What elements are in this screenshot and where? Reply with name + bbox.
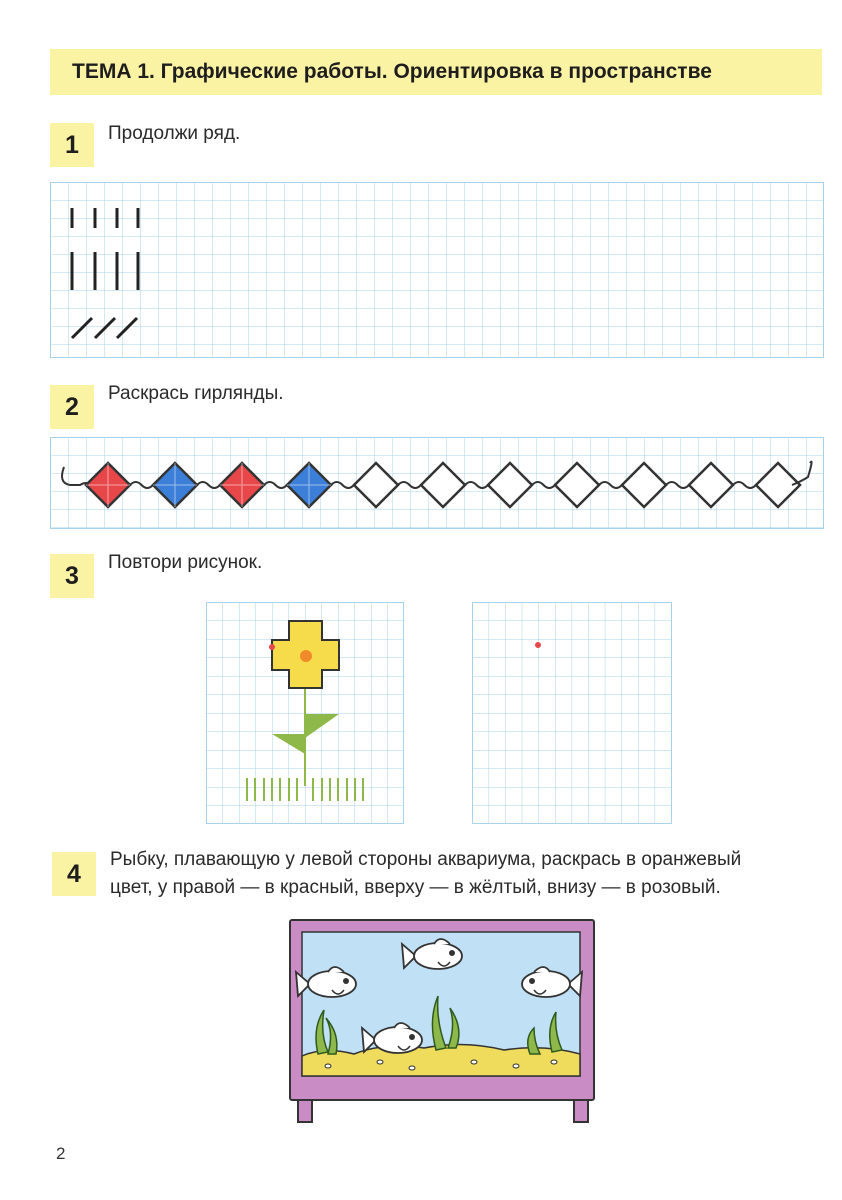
task-text-4-line1: Рыбку, плавающую у левой стороны аквариума, раскрась в оранжевый xyxy=(110,849,742,870)
task-number-3: 3 xyxy=(50,554,94,598)
page-number: 2 xyxy=(56,1144,66,1163)
task1-grid xyxy=(50,182,824,358)
garland-grid xyxy=(50,437,824,529)
task-number-4: 4 xyxy=(52,852,96,896)
drawing-practice-grid[interactable] xyxy=(472,602,672,824)
task-text-4-line2: цвет, у правой — в красный, вверху — в жёлтый, внизу — в розовый. xyxy=(110,877,721,898)
task-text-2: Раскрась гирлянды. xyxy=(108,383,284,404)
flower-center xyxy=(300,650,312,662)
task-text-3: Повтори рисунок. xyxy=(108,552,263,573)
page-title: ТЕМА 1. Графические работы. Ориентировка в пространстве xyxy=(50,49,822,95)
task-number-2: 2 xyxy=(50,385,94,429)
flower-sample-grid xyxy=(206,602,404,824)
task-number-1: 1 xyxy=(50,123,94,167)
start-point xyxy=(535,642,541,648)
start-point xyxy=(269,644,275,650)
task-text-1: Продолжи ряд. xyxy=(108,123,241,144)
aquarium-illustration xyxy=(284,916,600,1124)
